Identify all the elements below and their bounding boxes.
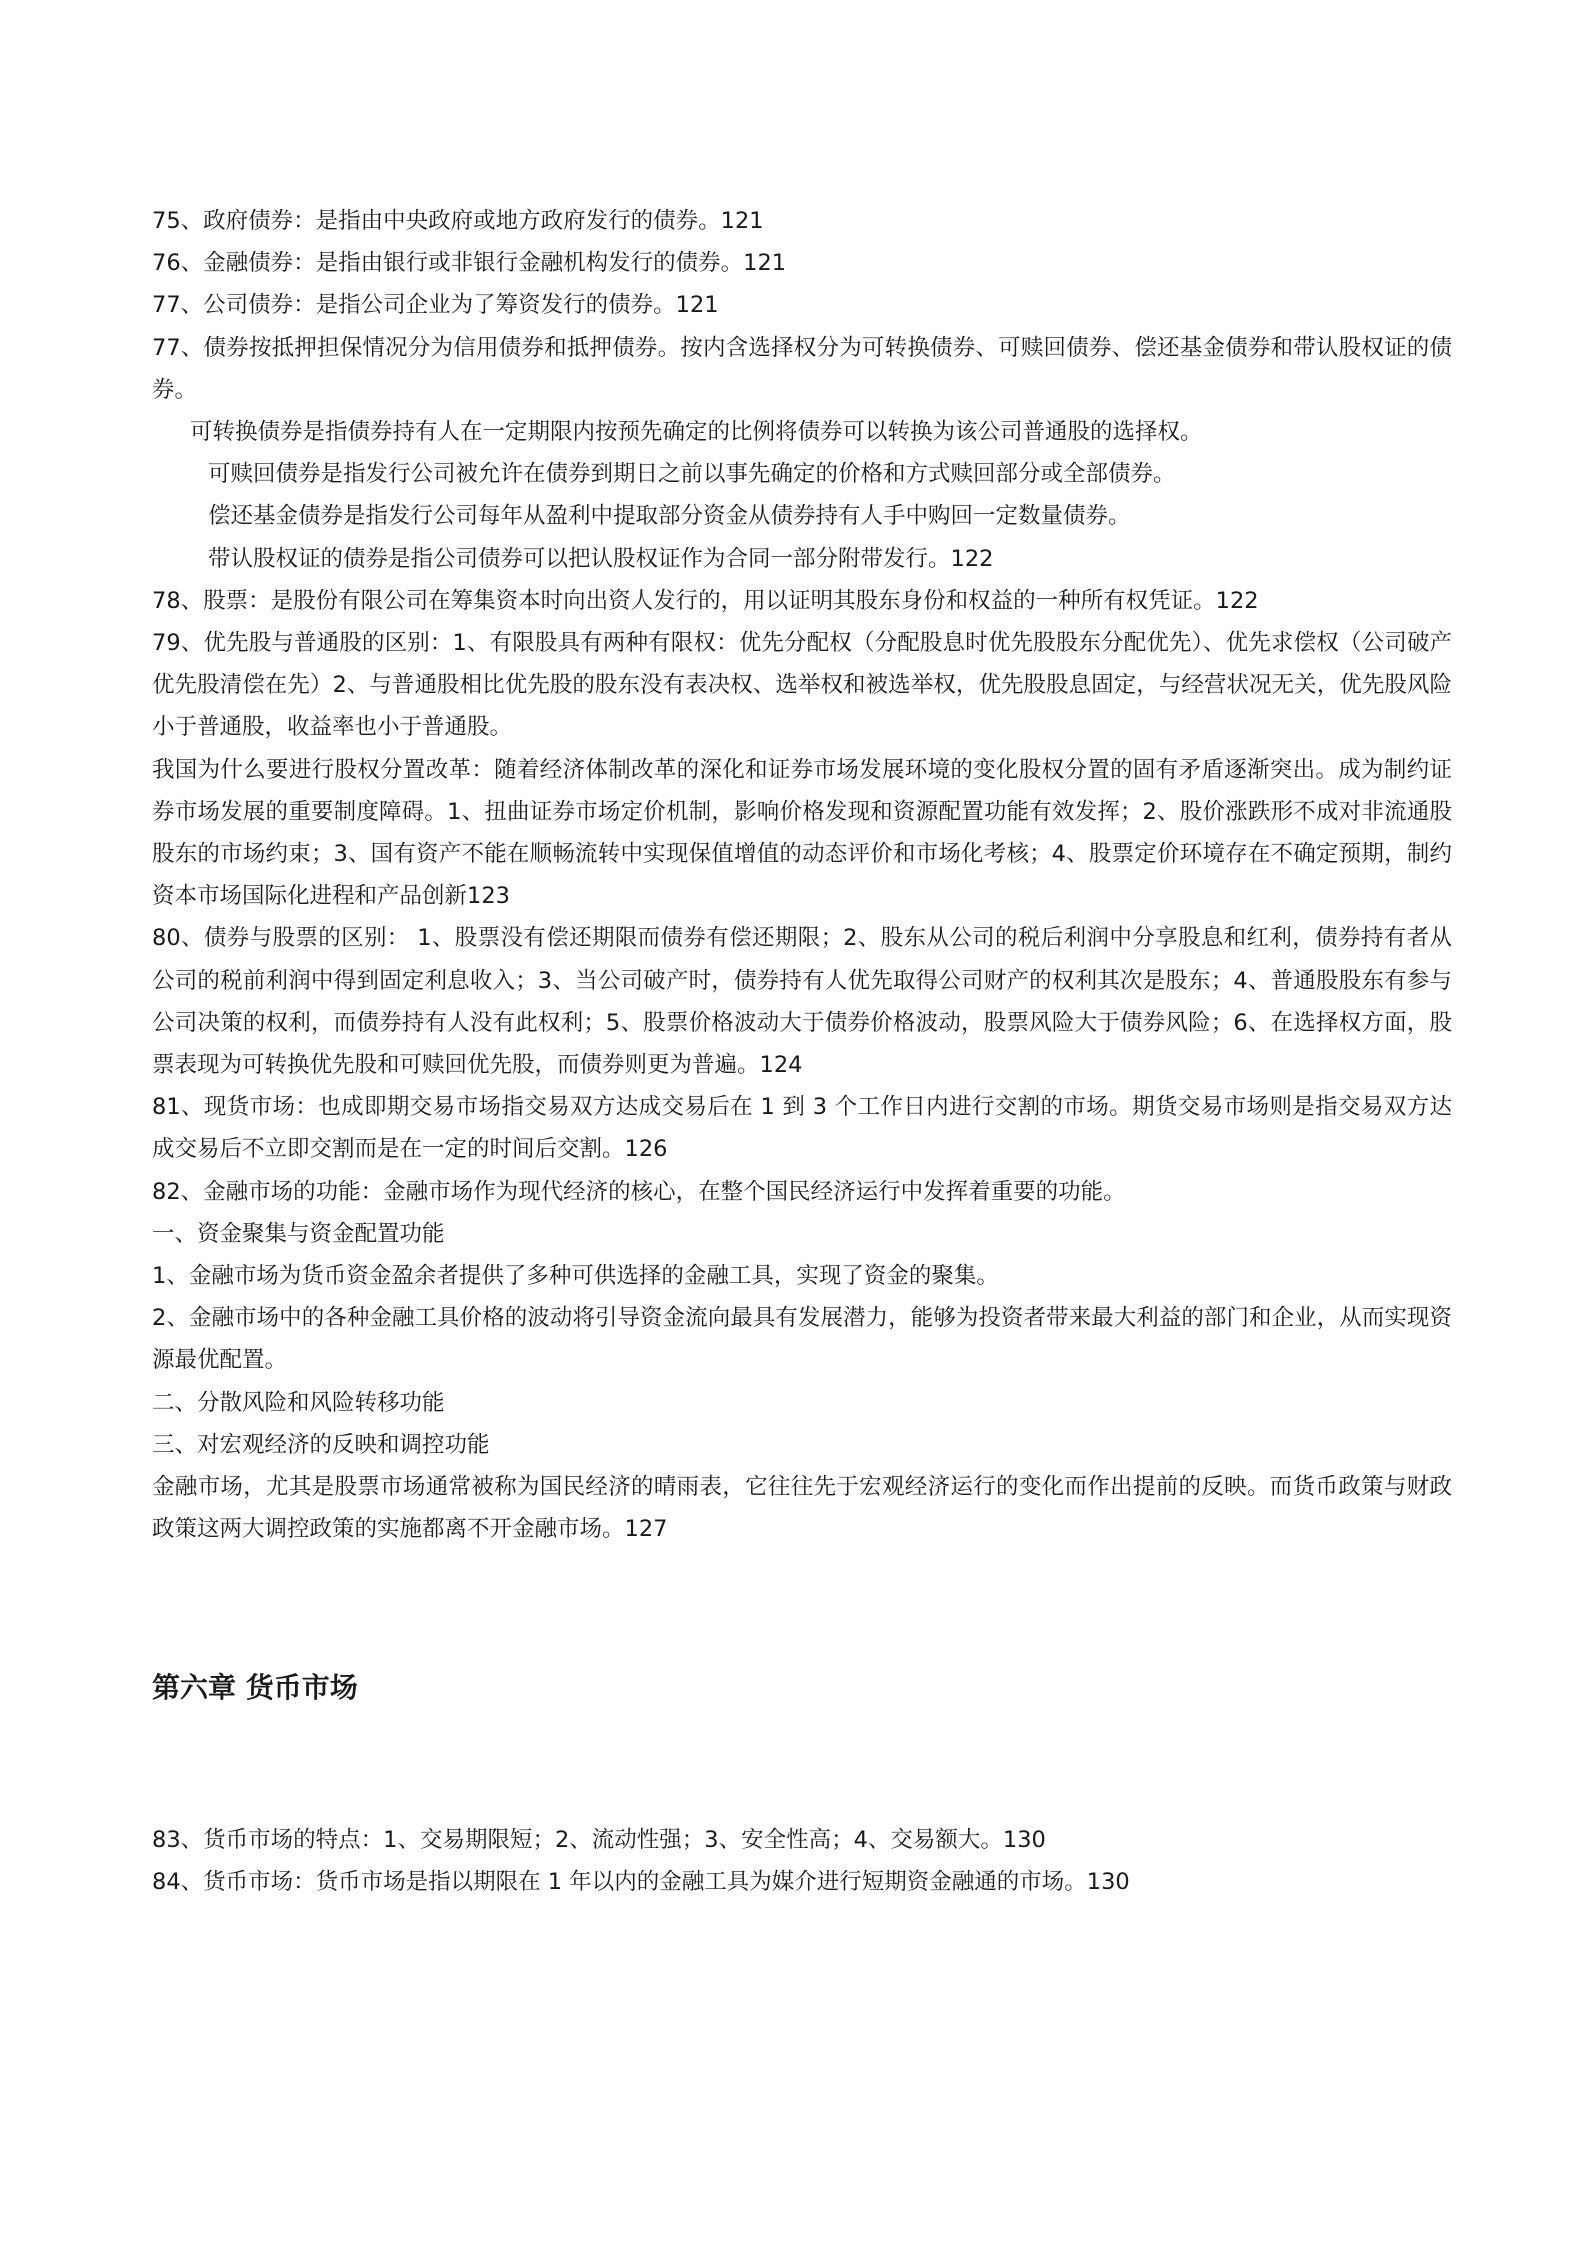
function-1-point-2: 2、金融市场中的各种金融工具价格的波动将引导资金流向最具有发展潜力，能够为投资者带来最大利益的部门和企业，从而实现资源最优配置。 xyxy=(152,1305,1452,1374)
item-75: 75、政府债券：是指由中央政府或地方政府发行的债券。121 xyxy=(152,208,764,234)
page-content xyxy=(152,200,1452,1903)
item-80: 80、债券与股票的区别： 1、股票没有偿还期限而债券有偿还期限；2、股东从公司的税后利润中分享股息和红利，债券持有者从公司的税前利润中得到固定利息收入；3、当公司破产时，债券持有人优先取得公司财产的权利其次是股东；4、普通股股东有参与公司决策的权利，而债券持有人没有此权利；5、股票价格波动大于债券价格波动，股票风险大于债券风险；6、在选择权方面，股票表现为可转换优先股和可赎回优先股，而债券则更为普遍。124 xyxy=(152,925,1452,1079)
split-share-reform: 我国为什么要进行股权分置改革：随着经济体制改革的深化和证券市场发展环境的变化股权分置的固有矛盾逐渐突出。成为制约证券市场发展的重要制度障碍。1、扭曲证券市场定价机制，影响价格发现和资源配置功能有效发挥；2、股价涨跌形不成对非流通股股东的市场约束；3、国有资产不能在顺畅流转中实现保值增值的动态评价和市场化考核；4、股票定价环境存在不确定预期，制约资本市场国际化进程和产品创新123 xyxy=(152,756,1452,910)
item-78: 78、股票：是股份有限公司在筹集资本时向出资人发行的，用以证明其股东身份和权益的一种所有权凭证。122 xyxy=(152,587,1259,614)
function-heading-3: 三、对宏观经济的反映和调控功能 xyxy=(152,1431,490,1458)
item-79: 79、优先股与普通股的区别：1、有限股具有两种有限权：优先分配权（分配股息时优先股股东分配优先）、优先求偿权（公司破产优先股清偿在先）2、与普通股相比优先股的股东没有表决权、选举权和被选举权，优先股股息固定，与经营状况无关，优先股风险小于普通股，收益率也小于普通股。 xyxy=(152,630,1452,741)
function-1-point-1: 1、金融市场为货币资金盈余者提供了多种可供选择的金融工具，实现了资金的聚集。 xyxy=(152,1263,999,1290)
warrant-bond-definition: 带认股权证的债券是指公司债券可以把认股权证作为合同一部分附带发行。122 xyxy=(208,545,994,572)
chapter-title: 第六章 货币市场 xyxy=(152,1670,358,1704)
item-84: 84、货币市场：货币市场是指以期限在 1 年以内的金融工具为媒介进行短期资金融通的市场。130 xyxy=(152,1868,1130,1895)
item-77a: 77、公司债券：是指公司企业为了筹资发行的债券。121 xyxy=(152,292,719,319)
item-77b: 77、债券按抵押担保情况分为信用债券和抵押债券。按内含选择权分为可转换债券、可赎回债券、偿还基金债券和带认股权证的债券。 xyxy=(152,334,1452,403)
item-76: 76、金融债券：是指由银行或非银行金融机构发行的债券。121 xyxy=(152,250,787,277)
item-83: 83、货币市场的特点：1、交易期限短；2、流动性强；3、安全性高；4、交易额大。130 xyxy=(152,1826,1046,1853)
function-heading-1: 一、资金聚集与资金配置功能 xyxy=(152,1220,445,1247)
sinking-fund-bond-definition: 偿还基金债券是指发行公司每年从盈利中提取部分资金从债券持有人手中购回一定数量债券。 xyxy=(208,503,1131,530)
callable-bond-definition: 可赎回债券是指发行公司被允许在债券到期日之前以事先确定的价格和方式赎回部分或全部债券。 xyxy=(208,461,1176,488)
function-3-text: 金融市场，尤其是股票市场通常被称为国民经济的晴雨表，它往往先于宏观经济运行的变化而作出提前的反映。而货币政策与财政政策这两大调控政策的实施都离不开金融市场。127 xyxy=(152,1474,1452,1543)
item-82: 82、金融市场的功能：金融市场作为现代经济的核心，在整个国民经济运行中发挥着重要的功能。 xyxy=(152,1178,1126,1205)
function-heading-2: 二、分散风险和风险转移功能 xyxy=(152,1389,445,1416)
convertible-bond-definition: 可转换债券是指债券持有人在一定期限内按预先确定的比例将债券可以转换为该公司普通股的选择权。 xyxy=(190,419,1203,446)
item-81: 81、现货市场：也成即期交易市场指交易双方达成交易后在 1 到 3 个工作日内进行交割的市场。期货交易市场则是指交易双方达成交易后不立即交割而是在一定的时间后交割。126 xyxy=(152,1094,1452,1163)
